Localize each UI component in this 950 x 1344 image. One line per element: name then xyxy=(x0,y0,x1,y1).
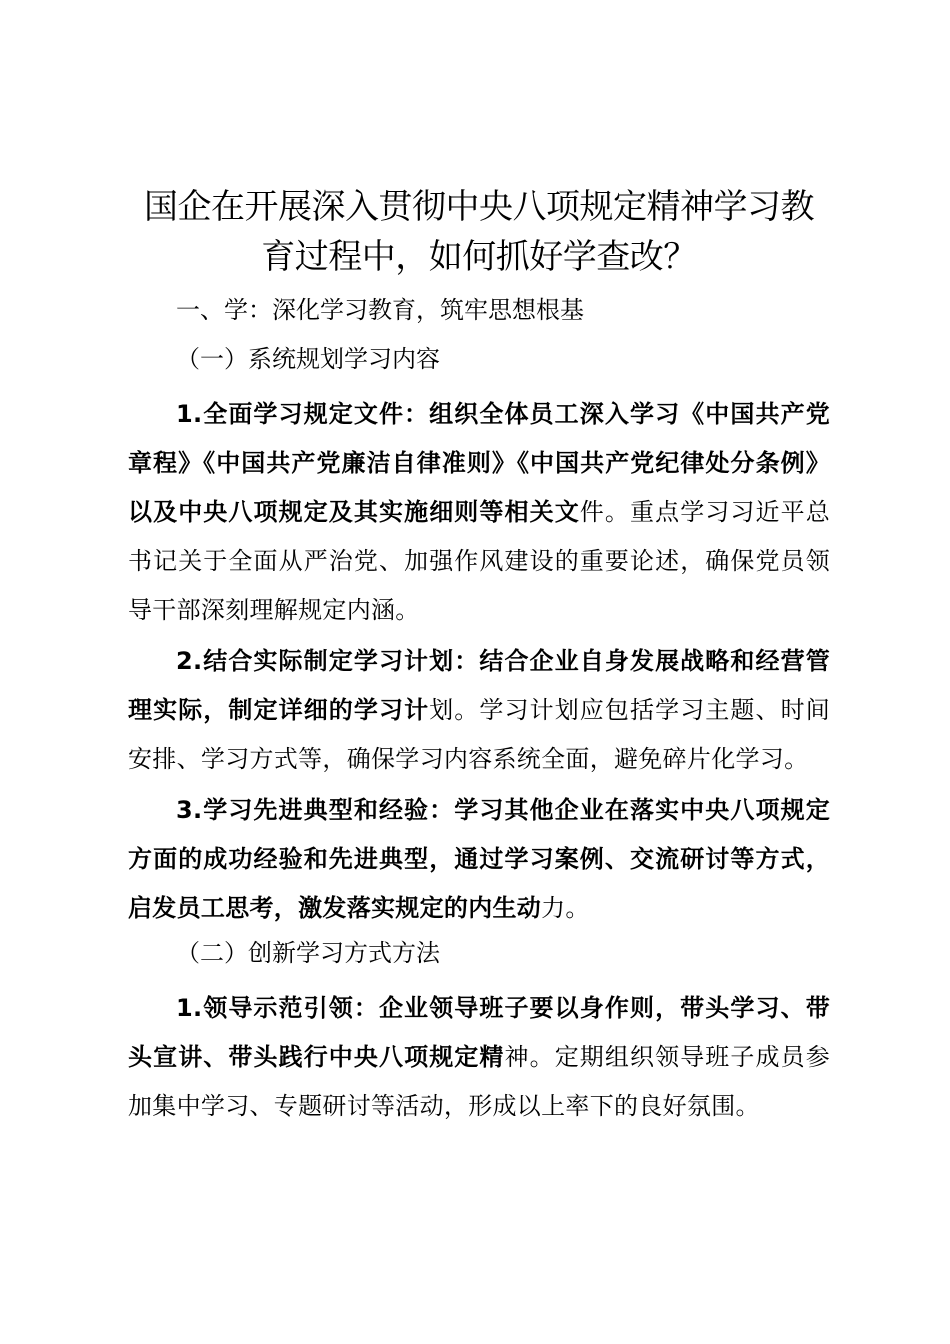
document-page xyxy=(128,182,830,1131)
paragraph-item-4 xyxy=(128,984,830,1131)
paragraph-item-2 xyxy=(128,637,830,784)
paragraph-item-1-text: 件。重点学习习近平总书记关于全面从严治党、加强作风建设的重要论述，确保党员领导干部深刻理解规定内涵。 xyxy=(128,498,830,624)
paragraph-item-4-bold: 1.领导示范引领：企业领导班子要以身作则，带头学习、带头宣讲、带头践行中央八项规定精 xyxy=(128,994,830,1071)
paragraph-item-3-bold: 3.学习先进典型和经验：学习其他企业在落实中央八项规定方面的成功经验和先进典型，通过学习案例、交流研讨等方式，启发员工思考，激发落实规定的内生动 xyxy=(128,796,830,922)
title-line-1: 国企在开展深入贯彻中央八项规定精神学习教 xyxy=(144,187,814,227)
paragraph-item-4-text: 神。定期组织领导班子成员参加集中学习、专题研讨等活动，形成以上率下的良好氛围。 xyxy=(128,1043,830,1120)
paragraph-item-3 xyxy=(128,786,830,933)
paragraph-item-2-text: 划。学习计划应包括学习主题、时间安排、学习方式等，确保学习内容系统全面，避免碎片化学习。 xyxy=(128,696,830,773)
section-heading-1: 一、学：深化学习教育，筑牢思想根基 xyxy=(176,296,584,324)
title-line-2: 育过程中，如何抓好学查改？ xyxy=(261,237,697,277)
document-title xyxy=(128,182,830,282)
subsection-heading-1: （一）系统规划学习内容 xyxy=(176,345,440,373)
paragraph-item-1-bold: 1.全面学习规定文件：组织全体员工深入学习《中国共产党章程》《中国共产党廉洁自律准则》《中国共产党纪律处分条例》以及中央八项规定及其实施细则等相关文 xyxy=(128,400,830,526)
paragraph-item-1 xyxy=(128,390,830,635)
paragraph-item-3-text: 力。 xyxy=(541,894,590,922)
subsection-heading-2: （二）创新学习方式方法 xyxy=(176,939,440,967)
paragraph-item-2-bold: 2.结合实际制定学习计划：结合企业自身发展战略和经营管理实际，制定详细的学习计 xyxy=(128,647,830,724)
